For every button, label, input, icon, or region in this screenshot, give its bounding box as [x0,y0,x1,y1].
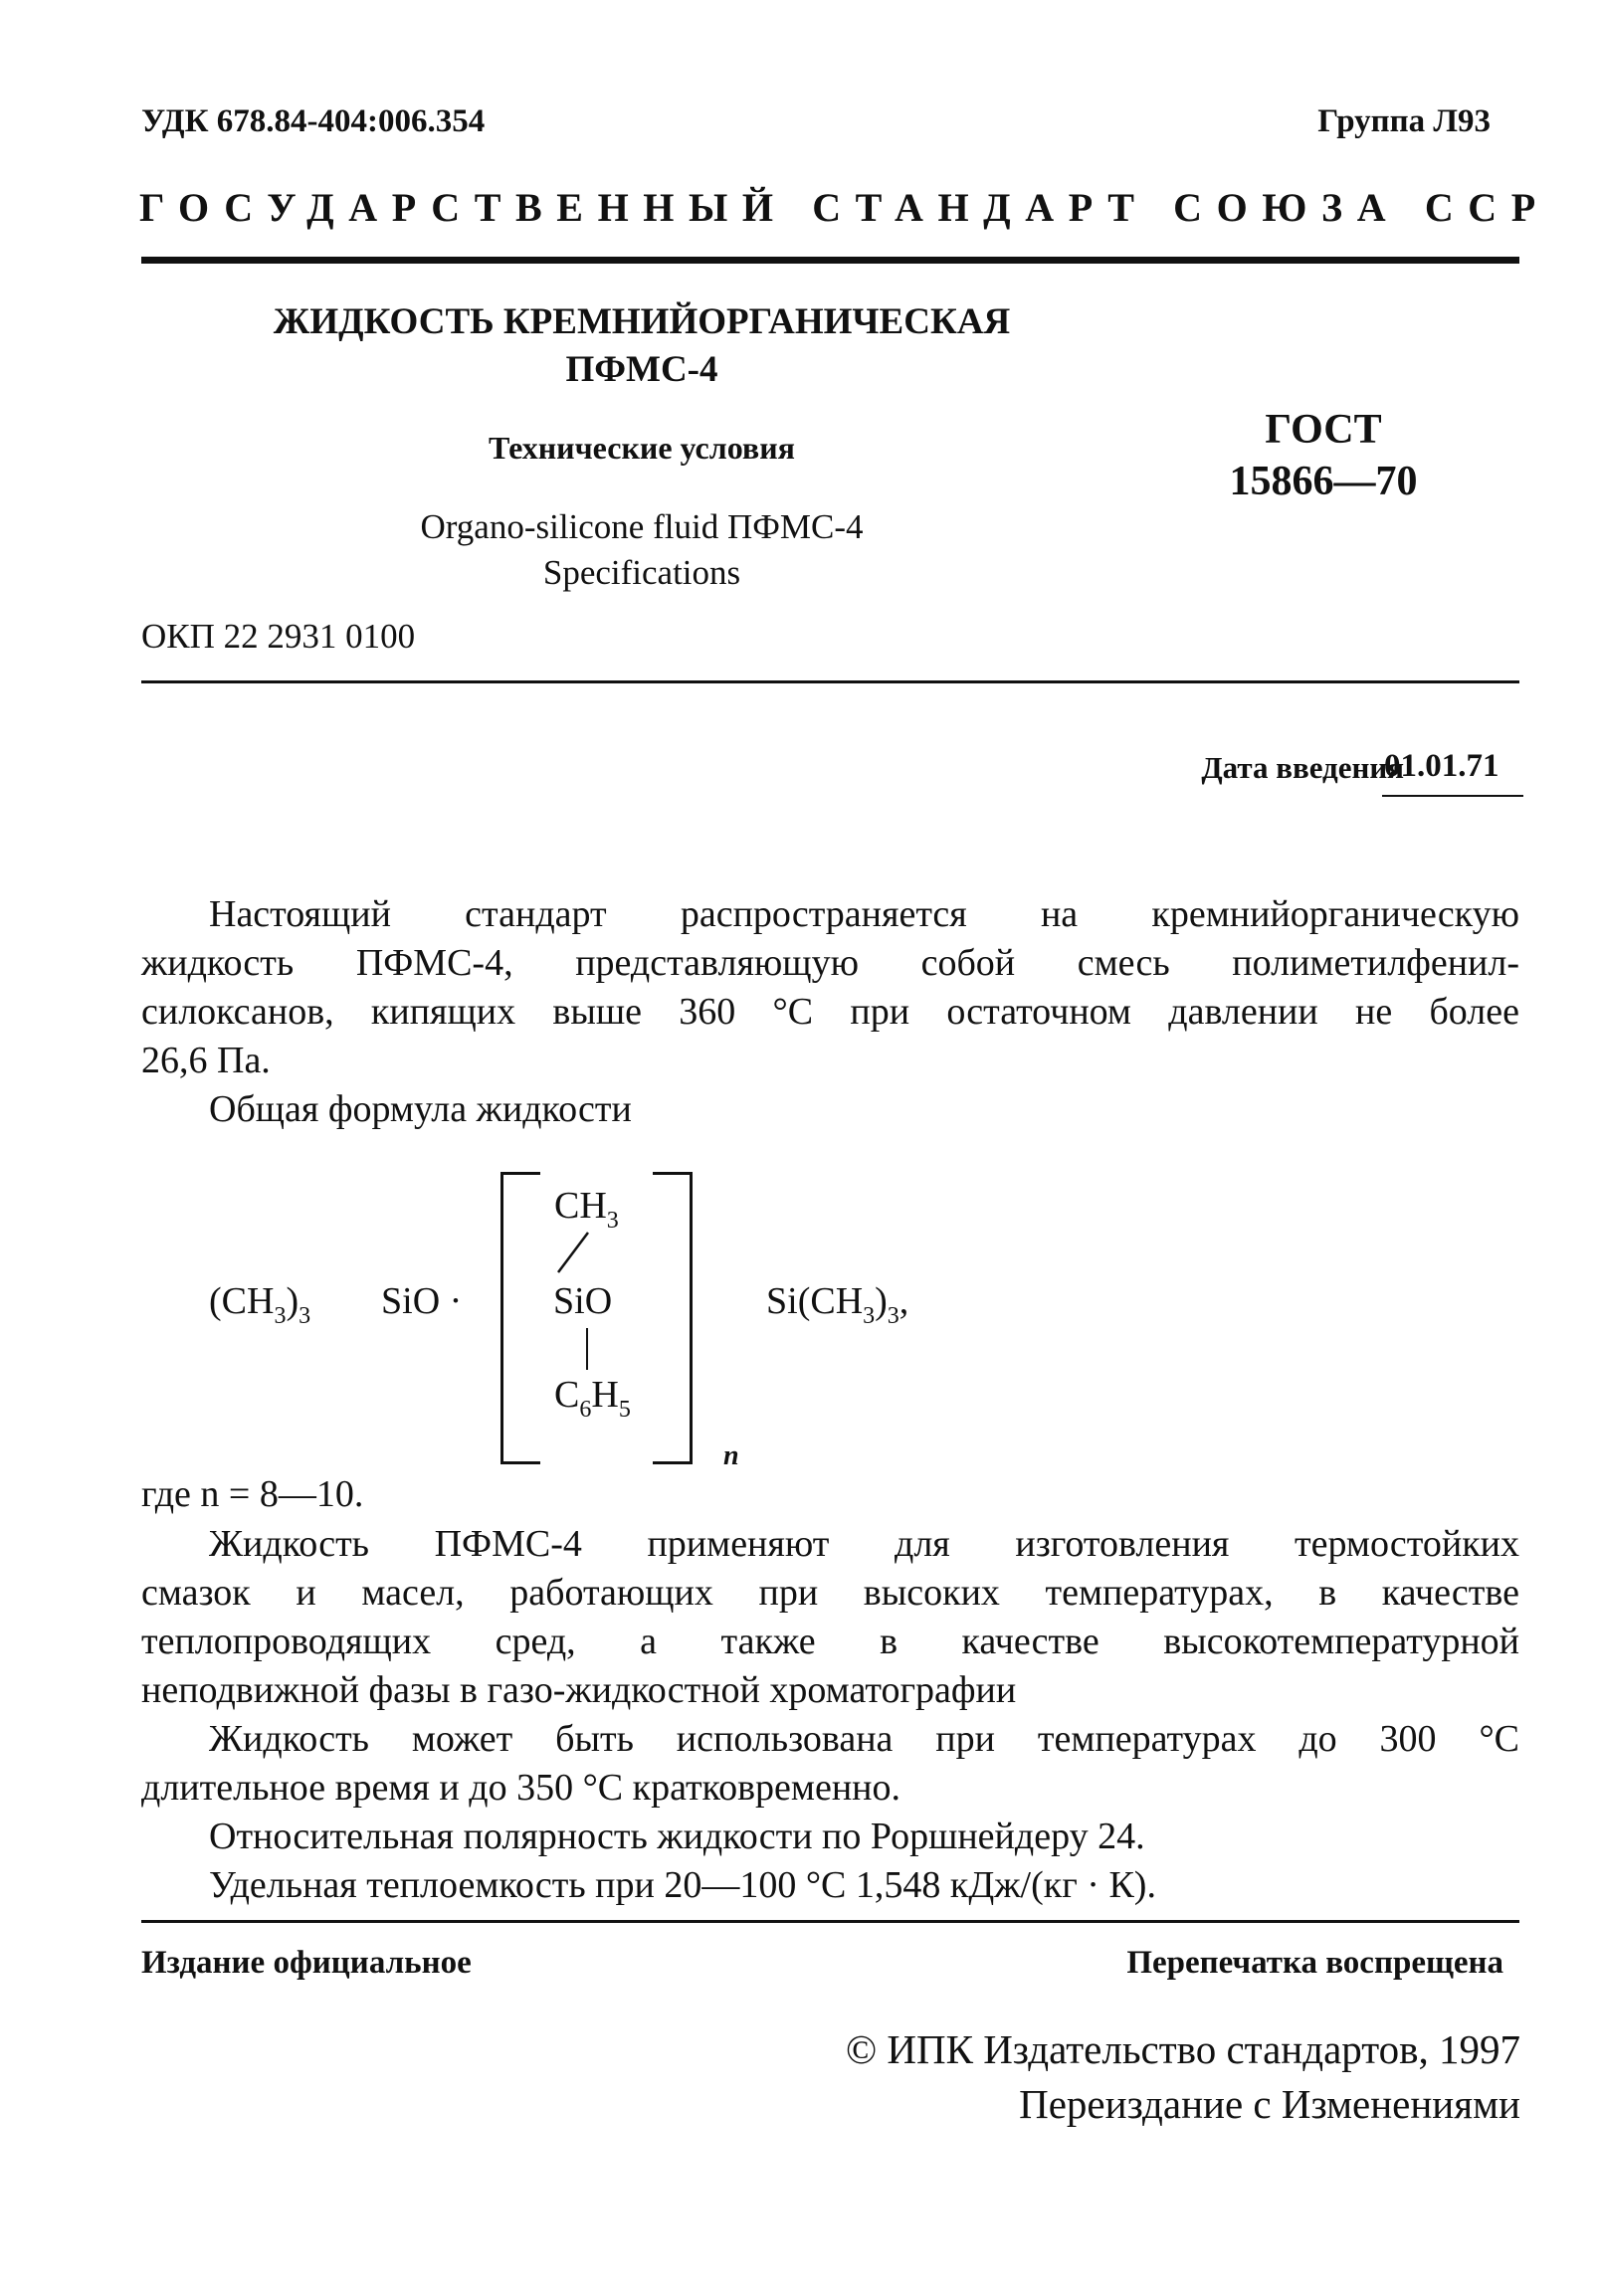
body-para2-line3: теплопроводящих сред, а также в качестве высокотемпературной [141,1621,1519,1662]
footer-rule [141,1920,1519,1923]
formula-right-end: , [899,1280,909,1322]
body-para2-line4: неподвижной фазы в газо-жидкостной хроматографии [141,1669,1017,1711]
formula-right-bracket-vertical [690,1172,693,1464]
formula-left-group [209,1279,310,1330]
formula-right-main: Si(CH [766,1280,864,1322]
body-para3-line2: длительное время и до 350 °С кратковременно. [141,1767,900,1809]
copyright-line: © ИПК Издательство стандартов, 1997 [845,2026,1520,2072]
formula-left-bracket-vertical [500,1172,503,1464]
english-title-line2: Specifications [542,553,741,592]
formula-left-bracket-bottom [500,1461,540,1464]
formula-left-sio: SiO · [381,1280,463,1322]
formula-right-group [766,1279,908,1330]
formula-right-sub1: 3 [863,1303,876,1329]
gost-number: 15866—70 [1229,459,1418,504]
group-code: Группа Л93 [1317,103,1491,139]
body-para2-line2: смазок и масел, работающих при высоких температурах, в качестве [141,1572,1519,1614]
formula-right-mid: ) [875,1280,888,1322]
state-standard-heading: ГОСУДАРСТВЕННЫЙ СТАНДАРТ СОЮЗА ССР [139,185,1550,230]
intro-date-underline [1382,795,1523,797]
body-para1-line2: жидкость ПФМС-4, представляющую собой смесь полиметилфенил- [141,942,1519,984]
body-para1-line4: 26,6 Па. [141,1040,271,1081]
formula-left-main: (CH [209,1280,275,1322]
formula-left-sub2: 3 [299,1303,311,1329]
reissue-line: Переиздание с Изменениями [1019,2081,1520,2127]
formula-top-ch3 [554,1184,619,1235]
formula-vertical-bond [586,1328,588,1370]
formula-left-mid: ) [286,1280,300,1322]
formula-right-bracket-top [653,1172,693,1175]
formula-center-sio: SiO [553,1280,613,1322]
reprint-prohibited-label: Перепечатка воспрещена [1126,1945,1503,1981]
document-title-line2: ПФМС-4 [565,349,718,390]
formula-right-sub2: 3 [887,1303,899,1329]
body-para3-line1: Жидкость может быть использована при температурах до 300 °С [209,1718,1519,1760]
intro-date-label: Дата введения [1201,750,1404,785]
body-para1-line1: Настоящий стандарт распространяется на кремнийорганическую [209,893,1519,935]
intro-date-value: 01.01.71 [1384,748,1499,784]
body-para4: Относительная полярность жидкости по Роршнейдеру 24. [209,1816,1145,1857]
formula-top-main: CH [554,1185,607,1227]
formula-bottom-c: C [554,1374,580,1416]
formula-where-n: где n = 8—10. [141,1473,364,1515]
formula-bottom-h: H [591,1374,619,1416]
udk-code: УДК 678.84-404:006.354 [141,103,486,139]
formula-intro: Общая формула жидкости [209,1088,632,1130]
official-edition-label: Издание официальное [141,1945,472,1981]
technical-conditions-label: Технические условия [489,430,795,466]
formula-bottom-c6h5 [554,1373,631,1424]
formula-right-bracket-bottom [653,1461,693,1464]
formula-index-n: n [723,1440,739,1471]
formula-diagonal-bond [552,1229,592,1278]
formula-left-sub1: 3 [274,1303,287,1329]
body-para1-line3: силоксанов, кипящих выше 360 °С при остаточном давлении не более [141,991,1519,1033]
document-title-line1: ЖИДКОСТЬ КРЕМНИЙОРГАНИЧЕСКАЯ [273,301,1011,342]
english-title-line1: Organo-silicone fluid ПФМС-4 [420,507,864,546]
okp-code: ОКП 22 2931 0100 [141,617,416,656]
header-thick-rule [141,257,1519,264]
formula-left-bracket-top [500,1172,540,1175]
title-rule [141,680,1519,683]
body-para5: Удельная теплоемкость при 20—100 °С 1,548 кДж/(кг · К). [209,1864,1156,1906]
formula-bottom-sub1: 6 [579,1397,592,1423]
gost-label: ГОСТ [1265,407,1382,453]
formula-bottom-sub2: 5 [618,1397,631,1423]
body-para2-line1: Жидкость ПФМС-4 применяют для изготовления термостойких [209,1523,1519,1565]
formula-top-sub: 3 [606,1208,619,1234]
